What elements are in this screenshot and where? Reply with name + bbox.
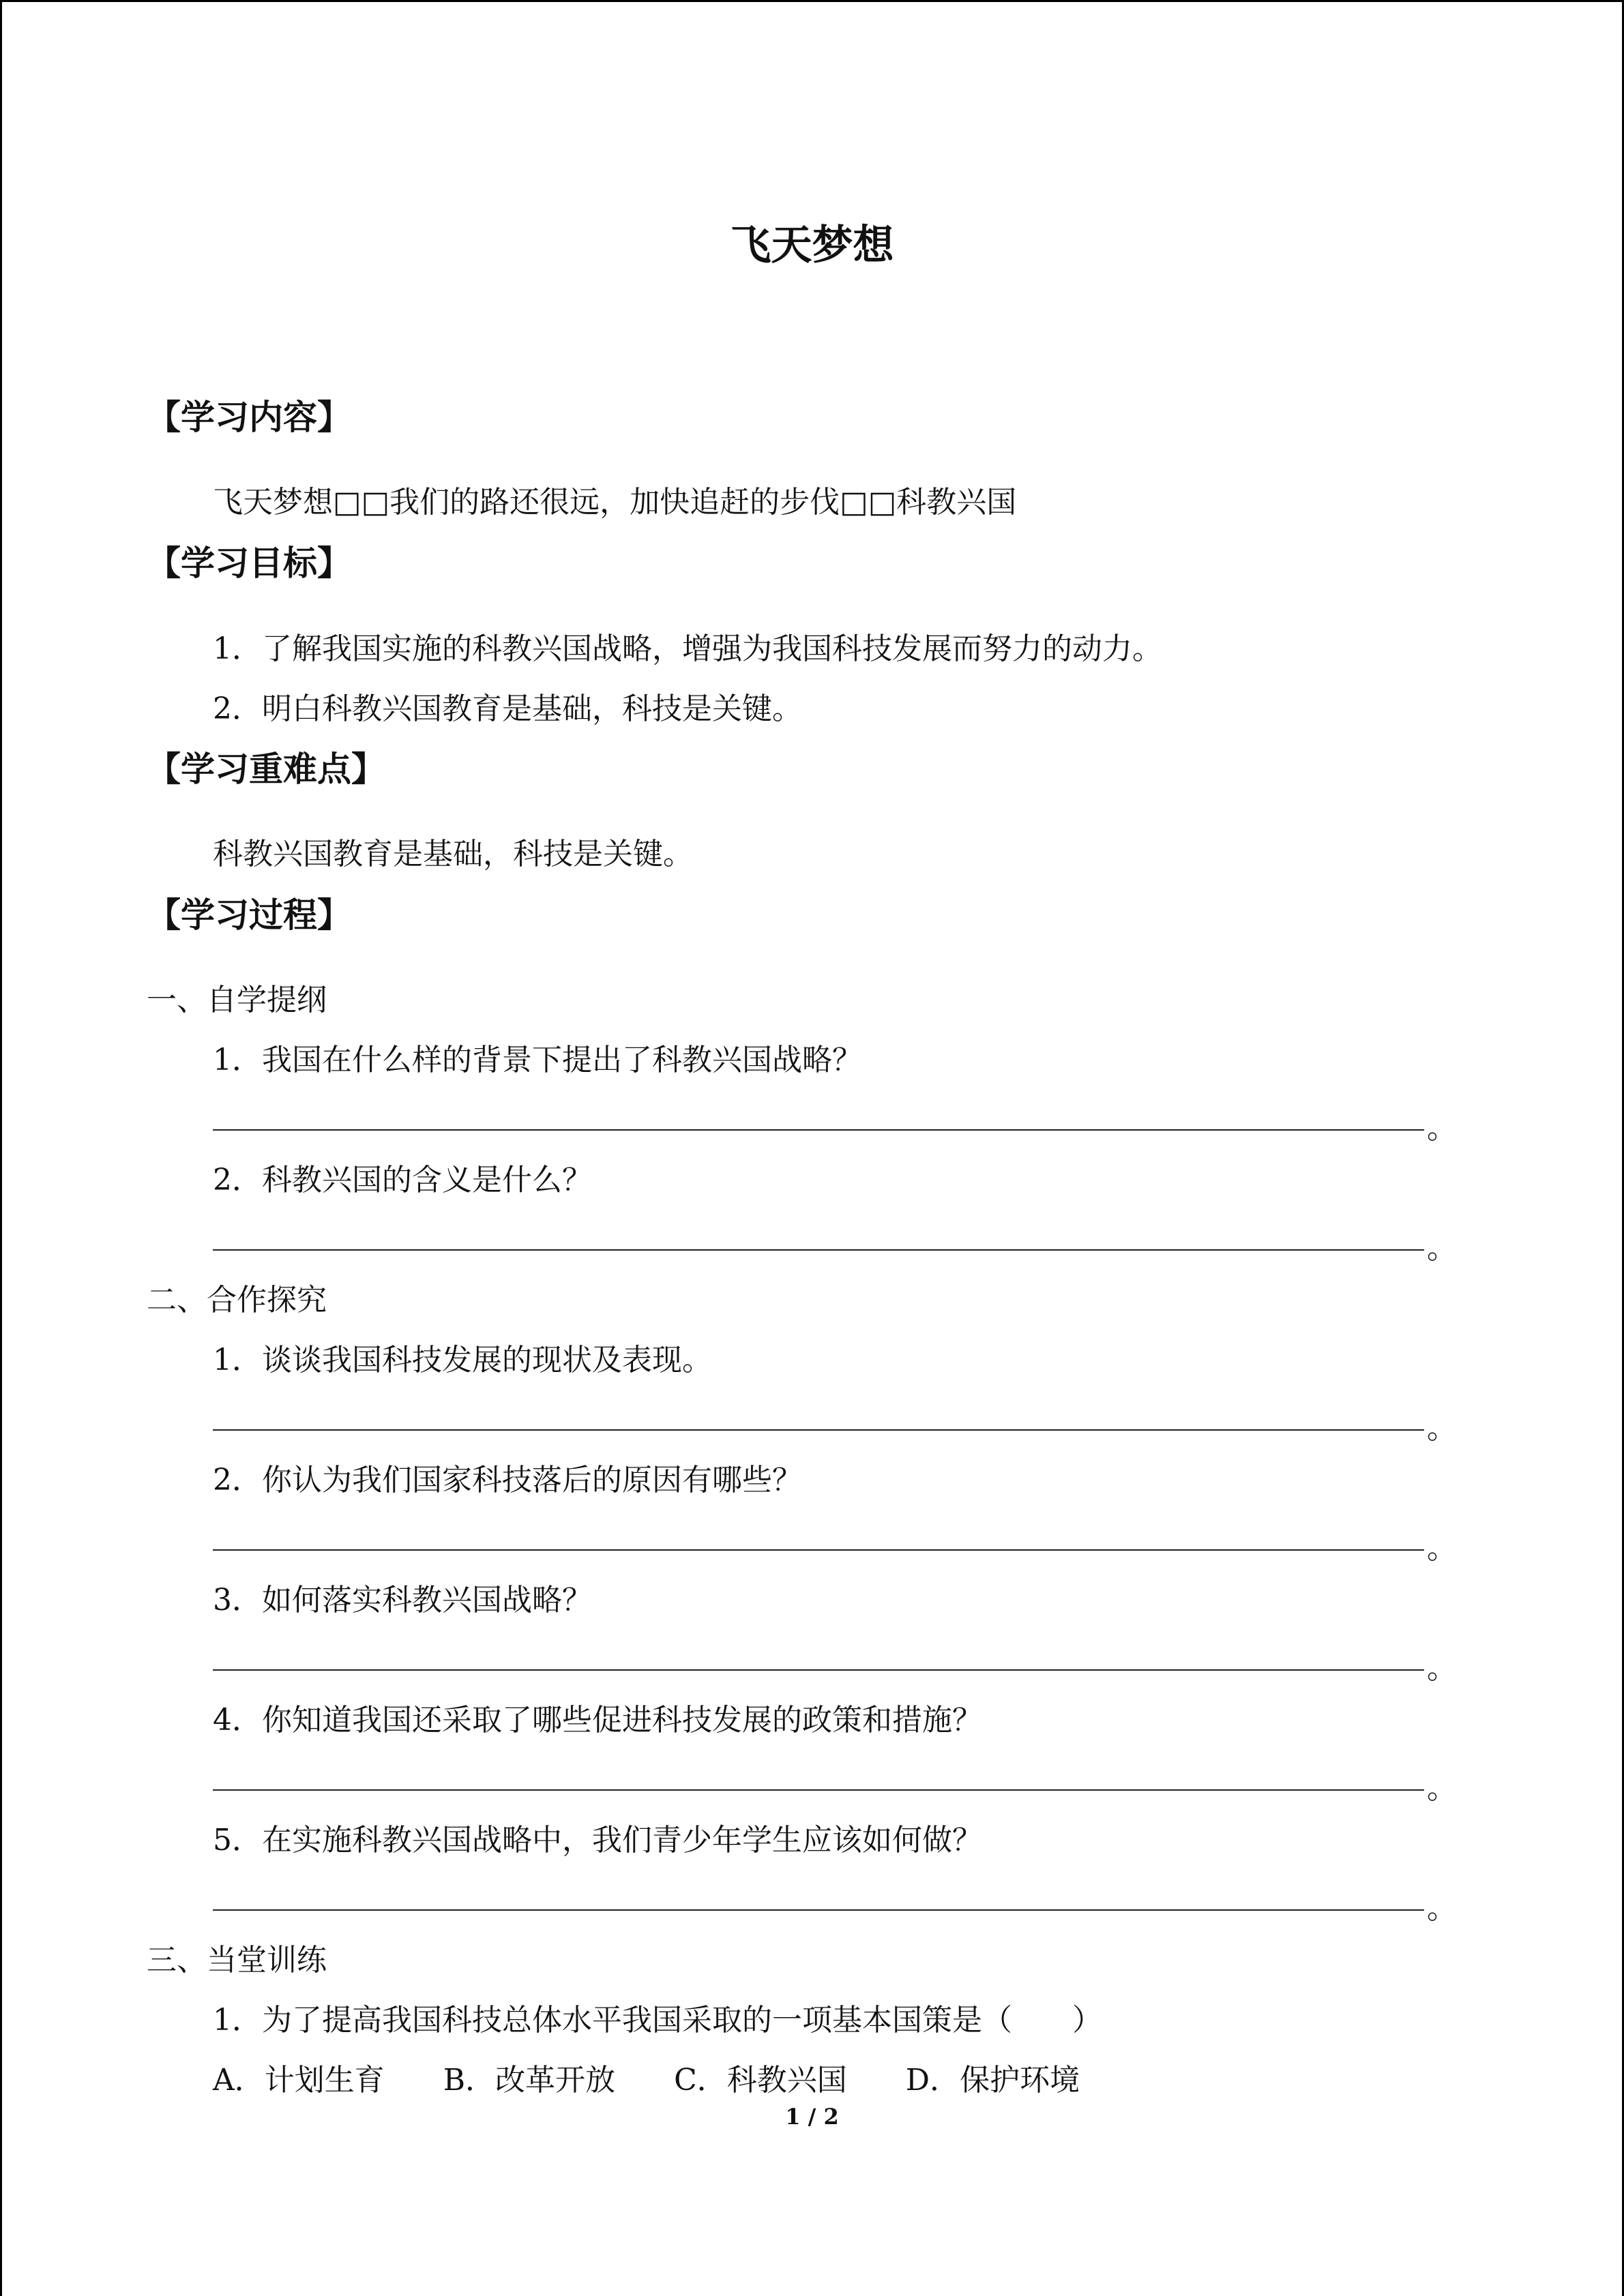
answer-period: 。 <box>1427 1771 1457 1806</box>
choice-c[interactable]: C．科教兴国 <box>674 2063 847 2098</box>
goal-item-1: 1．了解我国实施的科教兴国战略，增强为我国科技发展而努力的动力。 <box>213 631 1162 666</box>
part2-label: 二、合作探究 <box>147 1283 327 1317</box>
choice-a[interactable]: A．计划生育 <box>213 2063 385 2098</box>
answer-period: 。 <box>1427 1111 1457 1146</box>
page-number: 1 / 2 <box>785 2104 839 2130</box>
answer-period: 。 <box>1427 1531 1457 1566</box>
heading-learning-process: 【学习过程】 <box>147 895 351 935</box>
answer-period: 。 <box>1427 1231 1457 1266</box>
part3-choices <box>213 2055 1129 2099</box>
part1-label: 一、自学提纲 <box>147 983 327 1017</box>
part3-label: 三、当堂训练 <box>147 1943 327 1978</box>
answer-line[interactable] <box>213 1789 1424 1791</box>
goal-item-2: 2．明白科教兴国教育是基础，科技是关键。 <box>213 691 802 726</box>
part3-question-1: 1．为了提高我国科技总体水平我国采取的一项基本国策是（ ） <box>213 2003 1102 2038</box>
answer-period: 。 <box>1427 1651 1457 1686</box>
page-border-top <box>0 0 1624 2</box>
heading-key-points: 【学习重难点】 <box>147 749 385 789</box>
answer-line[interactable] <box>213 1909 1424 1911</box>
part1-question-2: 2．科教兴国的含义是什么？ <box>213 1163 592 1197</box>
answer-line[interactable] <box>213 1129 1424 1131</box>
choice-b[interactable]: B．改革开放 <box>443 2063 616 2098</box>
answer-line[interactable] <box>213 1669 1424 1671</box>
page-border-left <box>0 0 2 2296</box>
answer-period: 。 <box>1427 1891 1457 1926</box>
part2-question-5: 5．在实施科教兴国战略中，我们青少年学生应该如何做？ <box>213 1823 982 1858</box>
part2-question-3: 3．如何落实科教兴国战略？ <box>213 1583 592 1617</box>
answer-line[interactable] <box>213 1549 1424 1551</box>
page-title: 飞天梦想 <box>730 222 894 269</box>
part1-question-1: 1．我国在什么样的背景下提出了科教兴国战略？ <box>213 1043 862 1077</box>
answer-line[interactable] <box>213 1249 1424 1251</box>
part2-question-4: 4．你知道我国还采取了哪些促进科技发展的政策和措施？ <box>213 1703 982 1738</box>
key-points-text: 科教兴国教育是基础，科技是关键。 <box>213 837 693 871</box>
part2-question-1: 1．谈谈我国科技发展的现状及表现。 <box>213 1343 712 1377</box>
heading-learning-content: 【学习内容】 <box>147 398 351 437</box>
part2-question-2: 2．你认为我们国家科技落后的原因有哪些？ <box>213 1463 802 1497</box>
answer-line[interactable] <box>213 1429 1424 1431</box>
learning-content-text: 飞天梦想□□我们的路还很远，加快追赶的步伐□□科教兴国 <box>213 485 1017 520</box>
heading-learning-goals: 【学习目标】 <box>147 543 351 583</box>
answer-period: 。 <box>1427 1411 1457 1446</box>
choice-d[interactable]: D．保护环境 <box>905 2063 1080 2098</box>
